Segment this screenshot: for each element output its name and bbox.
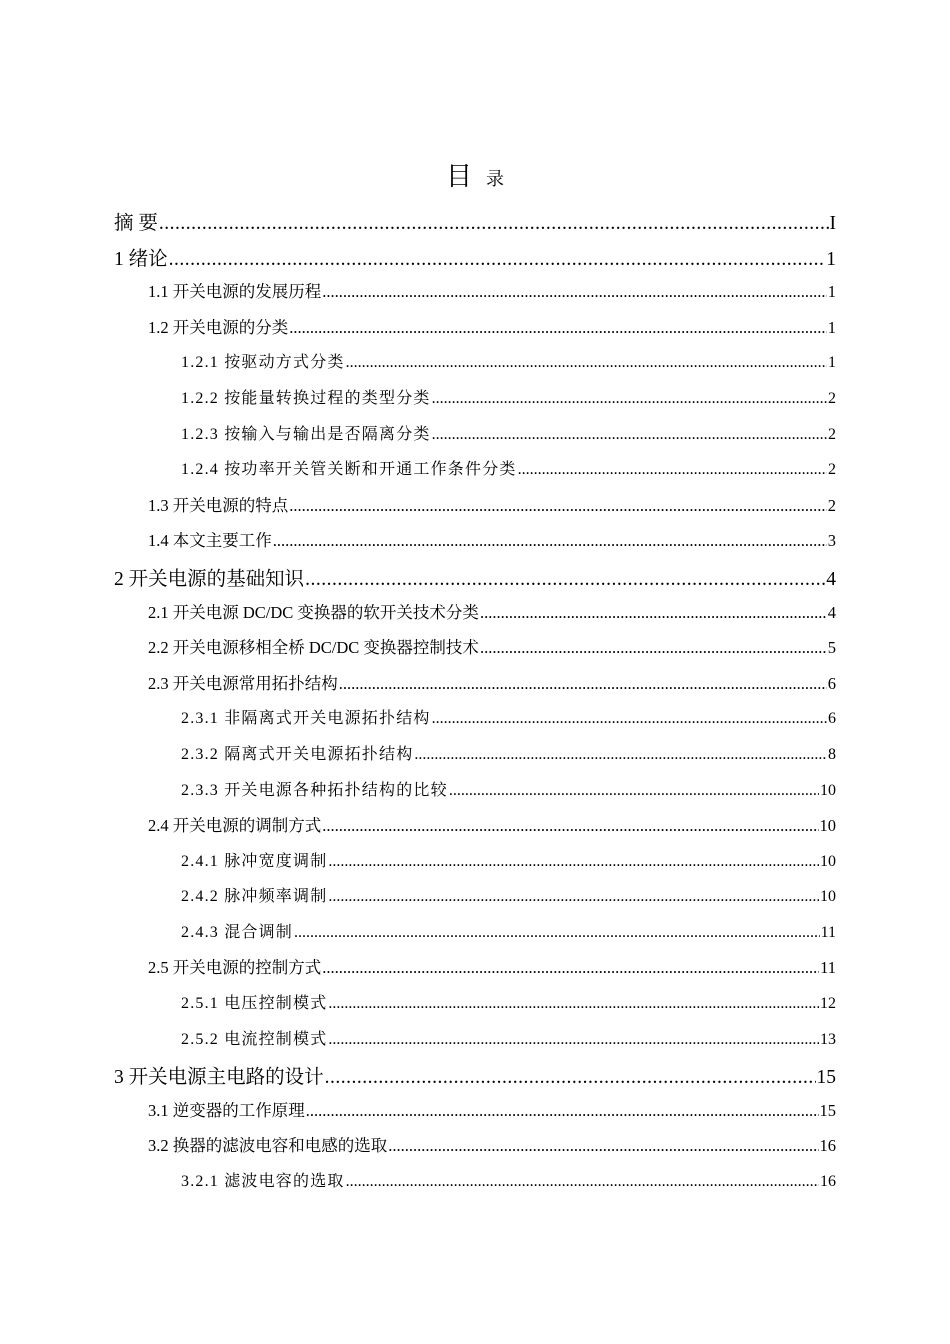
toc-leader-dots [306,1101,819,1121]
toc-entry[interactable] [114,705,836,741]
toc-entry[interactable] [114,527,836,563]
toc-entry-label: 2.4.3 混合调制 [181,923,294,941]
toc-entry-label: 2.5.1 电压控制模式 [181,995,328,1013]
toc-leader-dots [289,496,827,516]
toc-entry[interactable] [114,1168,836,1204]
toc-entry[interactable] [114,634,836,670]
toc-leader-dots [328,888,819,906]
toc-entry-page: 1 [826,248,836,270]
toc-entry-page: 1 [827,282,836,302]
toc-entry[interactable] [114,741,836,777]
toc-entry-label: 2.3.1 非隔离式开关电源拓扑结构 [181,710,431,728]
toc-entry-label: 3 开关电源主电路的设计 [114,1067,324,1089]
toc-entry-page: 11 [820,958,836,978]
toc-entry-page: 2 [828,389,836,407]
toc-entry-page: 4 [827,602,836,622]
toc-entry[interactable] [114,812,836,848]
toc-entry-label: 2 开关电源的基础知识 [114,568,305,590]
toc-leader-dots [480,638,827,658]
toc-entry[interactable] [114,954,836,990]
toc-entry-label: 2.3 开关电源常用拓扑结构 [148,673,338,693]
toc-entry-page: 13 [820,1030,836,1048]
toc-entry-page: 8 [828,745,836,763]
toc-entry-label: 2.4.2 脉冲频率调制 [181,888,328,906]
toc-leader-dots [449,782,819,800]
toc-entry-page: 6 [827,673,836,693]
toc-leader-dots [346,1173,819,1191]
toc-entry-label: 1.2.4 按功率开关管关断和开通工作条件分类 [181,461,517,479]
toc-entry-page: 11 [820,923,836,941]
toc-entry-label: 1.2 开关电源的分类 [148,317,289,337]
toc-leader-dots [322,958,819,978]
toc-leader-dots [328,1031,819,1049]
toc-entry[interactable] [114,777,836,813]
toc-entry-label: 1.2.3 按输入与输出是否隔离分类 [181,425,431,443]
toc-entry-label: 2.5.2 电流控制模式 [181,1030,328,1048]
toc-entry[interactable] [114,349,836,385]
toc-entry[interactable] [114,385,836,421]
toc-entry-page: 12 [820,995,836,1013]
toc-entry[interactable] [114,670,836,706]
toc-leader-dots [432,710,827,728]
toc-entry-label: 2.3.2 隔离式开关电源拓扑结构 [181,745,414,763]
toc-entry-page: 16 [820,1173,836,1191]
toc-entry[interactable] [114,990,836,1026]
toc-entry[interactable] [114,1097,836,1133]
toc-entry[interactable] [114,883,836,919]
toc-entry-page: 1 [827,317,836,337]
toc-entry[interactable] [114,599,836,635]
toc-entry[interactable] [114,919,836,955]
toc-entry-label: 1.2.2 按能量转换过程的类型分类 [181,389,431,407]
toc-leader-dots [322,282,827,302]
toc-leader-dots [322,816,818,836]
toc-entry-label: 1.3 开关电源的特点 [148,495,289,515]
toc-entry[interactable] [114,421,836,457]
toc-entry-label: 1 绪论 [114,248,168,270]
toc-entry-page: 10 [819,816,836,836]
toc-leader-dots [432,390,827,408]
toc-entry-label: 2.1 开关电源 DC/DC 变换器的软开关技术分类 [148,602,479,622]
toc-entry-page: 3 [827,531,836,551]
toc-entry-page: 2 [828,425,836,443]
toc-leader-dots [414,746,827,764]
toc-entry-label: 1.1 开关电源的发展历程 [148,282,322,302]
toc-entry-page: 2 [828,461,836,479]
toc-leader-dots [289,318,827,338]
page-title-sub: 录 [486,169,504,189]
toc-entry[interactable] [114,314,836,350]
toc-entry-label: 3.2 换器的滤波电容和电感的选取 [148,1136,388,1156]
toc-entry[interactable] [114,1132,836,1168]
toc-leader-dots [325,1067,816,1089]
toc-entry-page: 6 [828,710,836,728]
toc-entry[interactable] [114,207,836,243]
toc-entry[interactable] [114,563,836,599]
toc-entry-page: 15 [819,1100,836,1120]
toc-leader-dots [518,461,827,479]
toc-entry-label: 2.5 开关电源的控制方式 [148,958,322,978]
toc-entry[interactable] [114,243,836,279]
toc-entry-label: 3.2.1 滤波电容的选取 [181,1173,345,1191]
toc-entry-page: I [829,213,836,234]
toc-leader-dots [328,853,819,871]
toc-leader-dots [328,995,819,1013]
toc-entry-page: 10 [820,888,836,906]
toc-entry-page: 16 [819,1136,836,1156]
toc-entry-label: 2.4 开关电源的调制方式 [148,816,322,836]
toc-leader-dots [339,674,827,694]
table-of-contents [114,207,836,1204]
toc-leader-dots [273,531,827,551]
toc-leader-dots [169,249,826,271]
toc-entry-page: 10 [820,781,836,799]
toc-entry[interactable] [114,1026,836,1062]
toc-entry-page: 10 [820,852,836,870]
toc-entry-label: 摘 要 [114,213,158,234]
toc-entry[interactable] [114,456,836,492]
toc-entry-page: 5 [827,638,836,658]
toc-entry-page: 15 [816,1067,836,1089]
page-title [0,156,950,193]
toc-entry[interactable] [114,492,836,528]
toc-entry-page: 2 [827,495,836,515]
toc-entry-label: 2.3.3 开关电源各种拓扑结构的比较 [181,781,448,799]
toc-leader-dots [305,569,825,591]
toc-entry[interactable] [114,1061,836,1097]
page-title-main: 目 [445,162,472,191]
toc-entry-page: 4 [826,568,836,590]
toc-leader-dots [432,426,827,444]
toc-entry-label: 2.4.1 脉冲宽度调制 [181,852,328,870]
toc-entry[interactable] [114,278,836,314]
toc-leader-dots [294,924,820,942]
toc-entry-label: 1.4 本文主要工作 [148,531,272,551]
toc-leader-dots [388,1136,818,1156]
toc-entry[interactable] [114,848,836,884]
toc-entry-label: 1.2.1 按驱动方式分类 [181,354,345,372]
toc-leader-dots [346,354,827,372]
toc-entry-page: 1 [828,354,836,372]
toc-leader-dots [159,213,829,235]
toc-entry-label: 3.1 逆变器的工作原理 [148,1100,305,1120]
toc-leader-dots [480,603,827,623]
toc-entry-label: 2.2 开关电源移相全桥 DC/DC 变换器控制技术 [148,638,479,658]
